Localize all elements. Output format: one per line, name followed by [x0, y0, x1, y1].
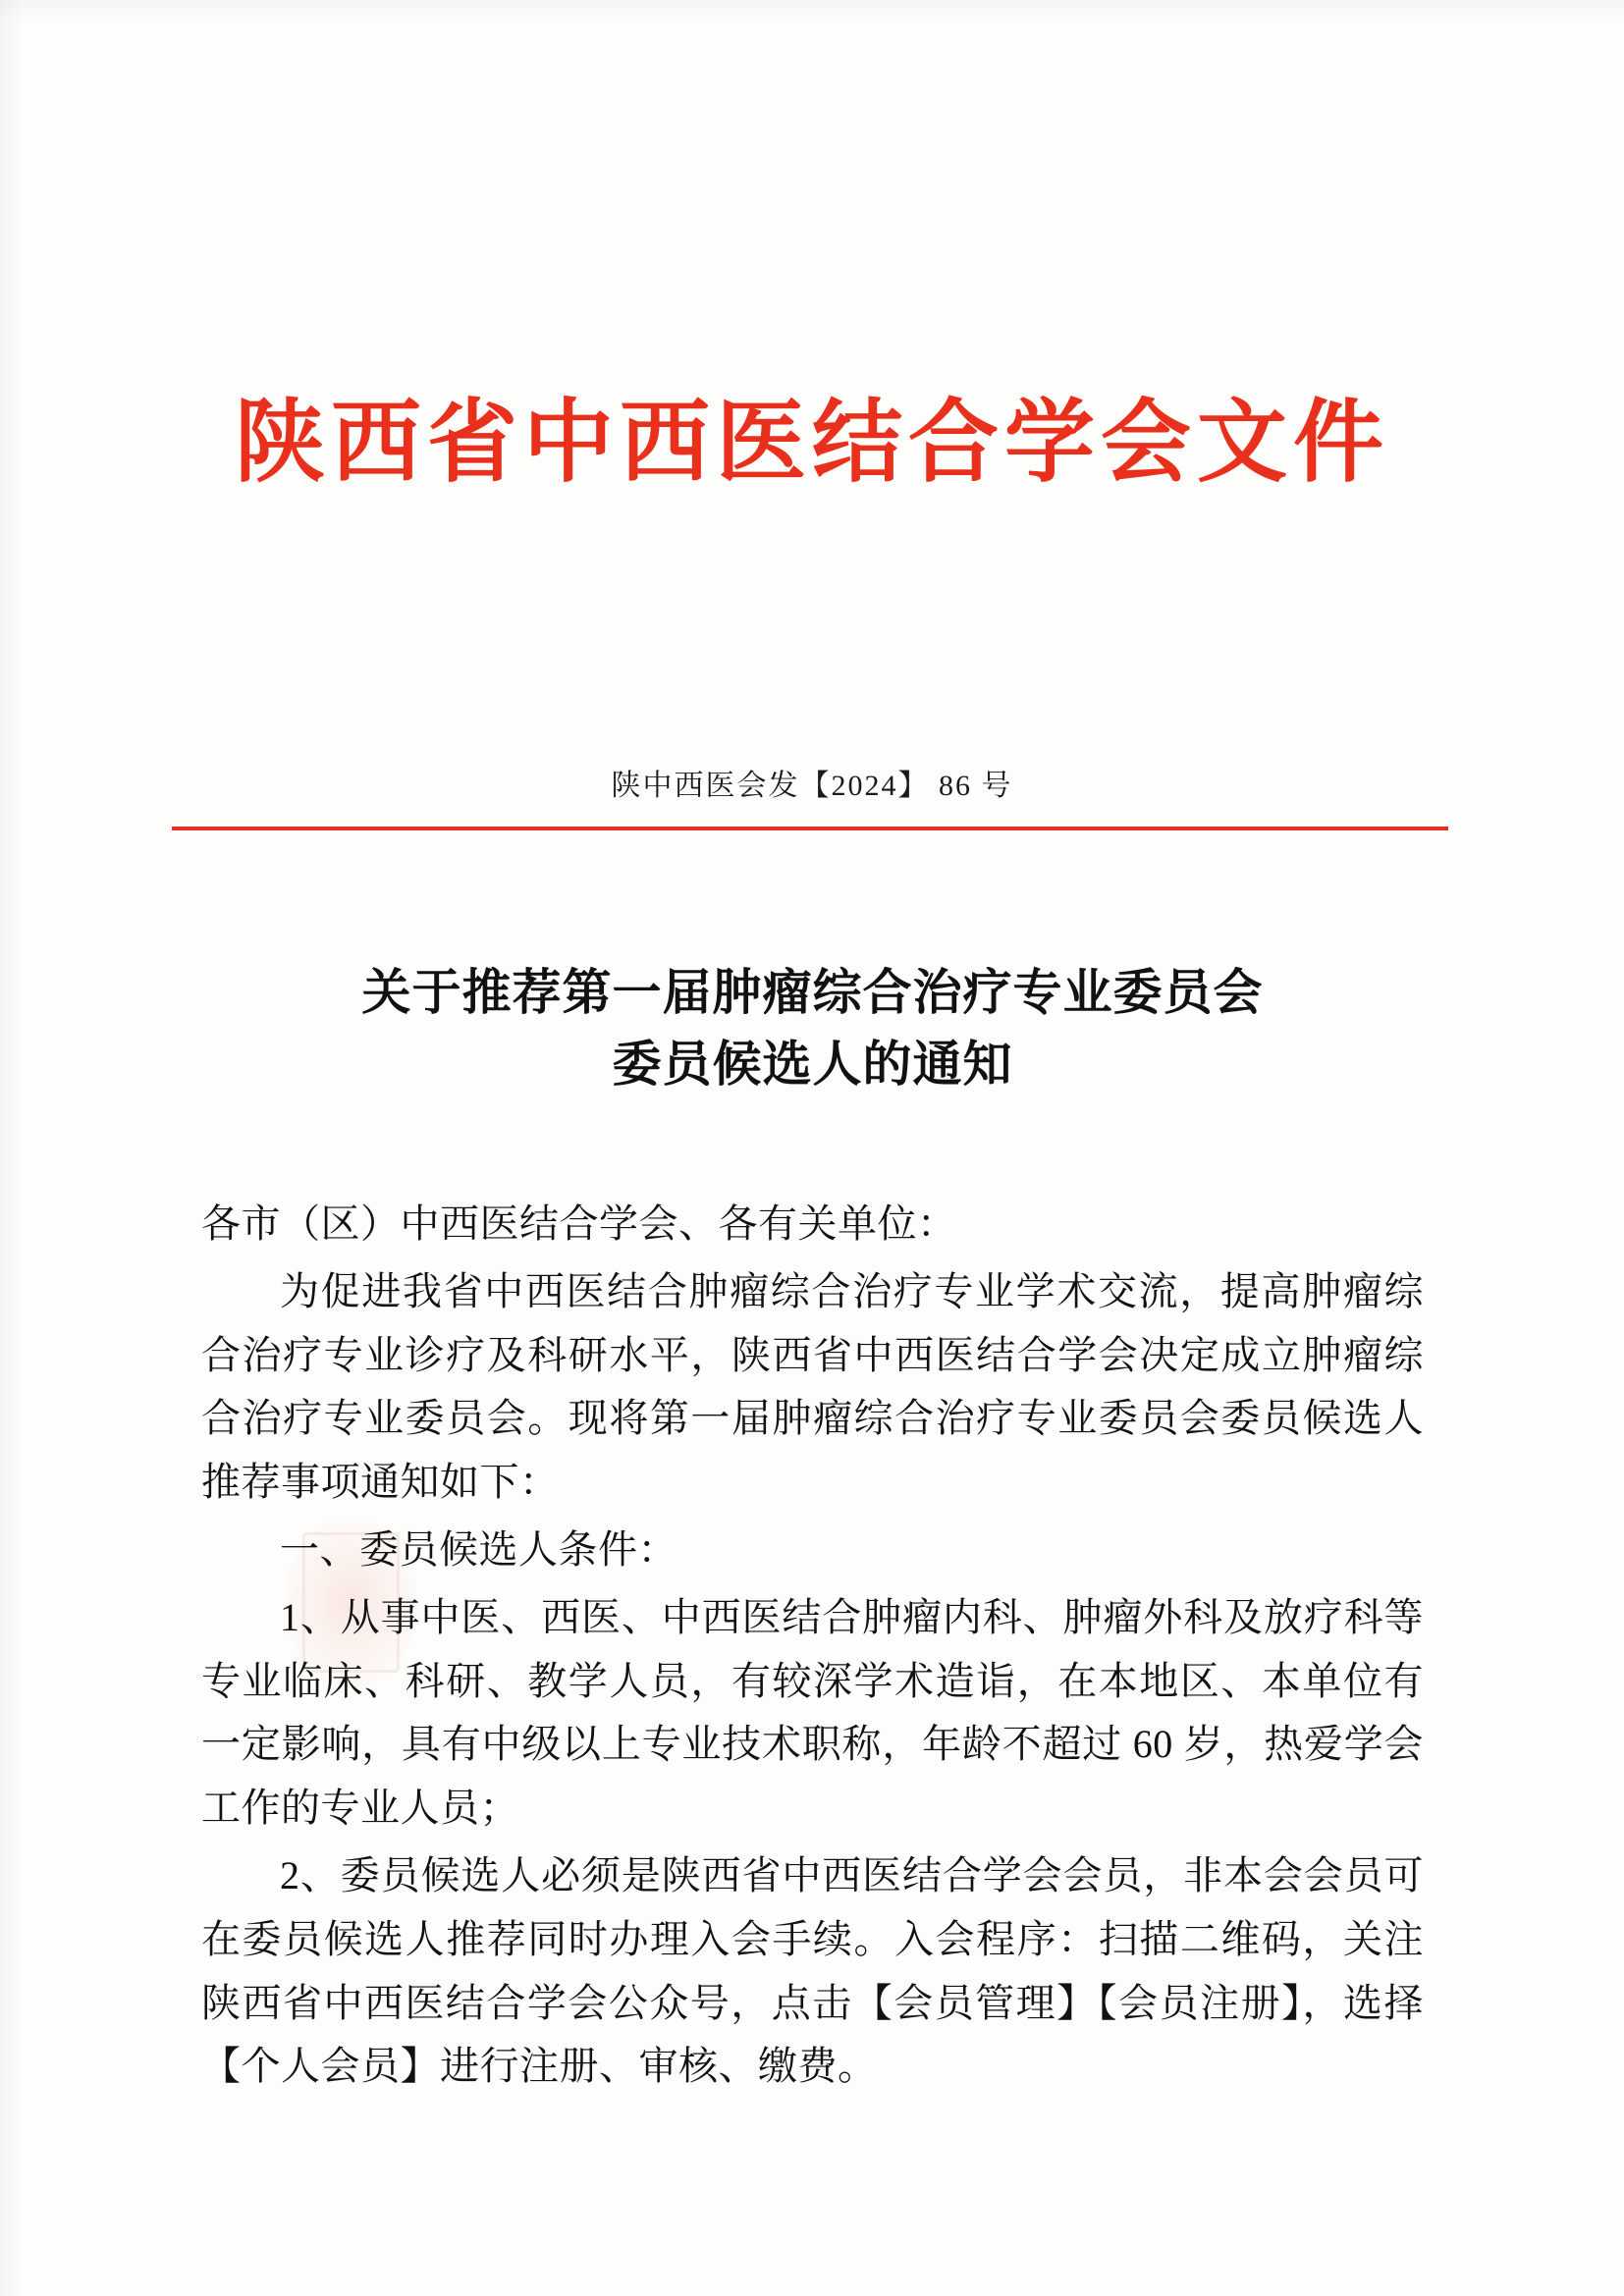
masthead: [0, 389, 1624, 495]
masthead-title: 陕西省中西医结合学会文件: [234, 389, 1389, 495]
page-title-line-2: 委员候选人的通知: [612, 1034, 1013, 1093]
salutation: 各市（区）中西医结合学会、各有关单位：: [201, 1201, 957, 1246]
page-title-line-1: 关于推荐第一届肿瘤综合治疗专业委员会: [361, 963, 1264, 1021]
page-title: [187, 957, 1438, 1099]
page-edge-shading-top: [0, 0, 1624, 22]
body-paragraph: 2、委员候选人必须是陕西省中西医结合学会会员，非本会会员可在委员候选人推荐同时办理入会手续。入会程序：扫描二维码，关注陕西省中西医结合学会公众号，点击【会员管理】【会员注册】，选择【个人会员】进行注册、审核、缴费。: [201, 1852, 1424, 2089]
red-divider-rule: [172, 827, 1448, 830]
body-paragraph: 1、从事中医、西医、中西医结合肿瘤内科、肿瘤外科及放疗科等专业临床、科研、教学人员，有较深学术造诣，在本地区、本单位有一定影响，具有中级以上专业技术职称，年龄不超过 60 岁，热爱学会工作的专业人员；: [201, 1594, 1424, 1831]
page-edge-shading-left: [0, 0, 26, 2296]
document-body: [201, 1193, 1424, 2103]
document-number: 陕中西医会发【2024】 86 号: [611, 770, 1013, 802]
body-paragraph: 一、委员候选人条件：: [280, 1526, 677, 1572]
body-paragraph: 为促进我省中西医结合肿瘤综合治疗专业学术交流，提高肿瘤综合治疗专业诊疗及科研水平，陕西省中西医结合学会决定成立肿瘤综合治疗专业委员会。现将第一届肿瘤综合治疗专业委员会委员候选人推荐事项通知如下：: [201, 1268, 1424, 1505]
